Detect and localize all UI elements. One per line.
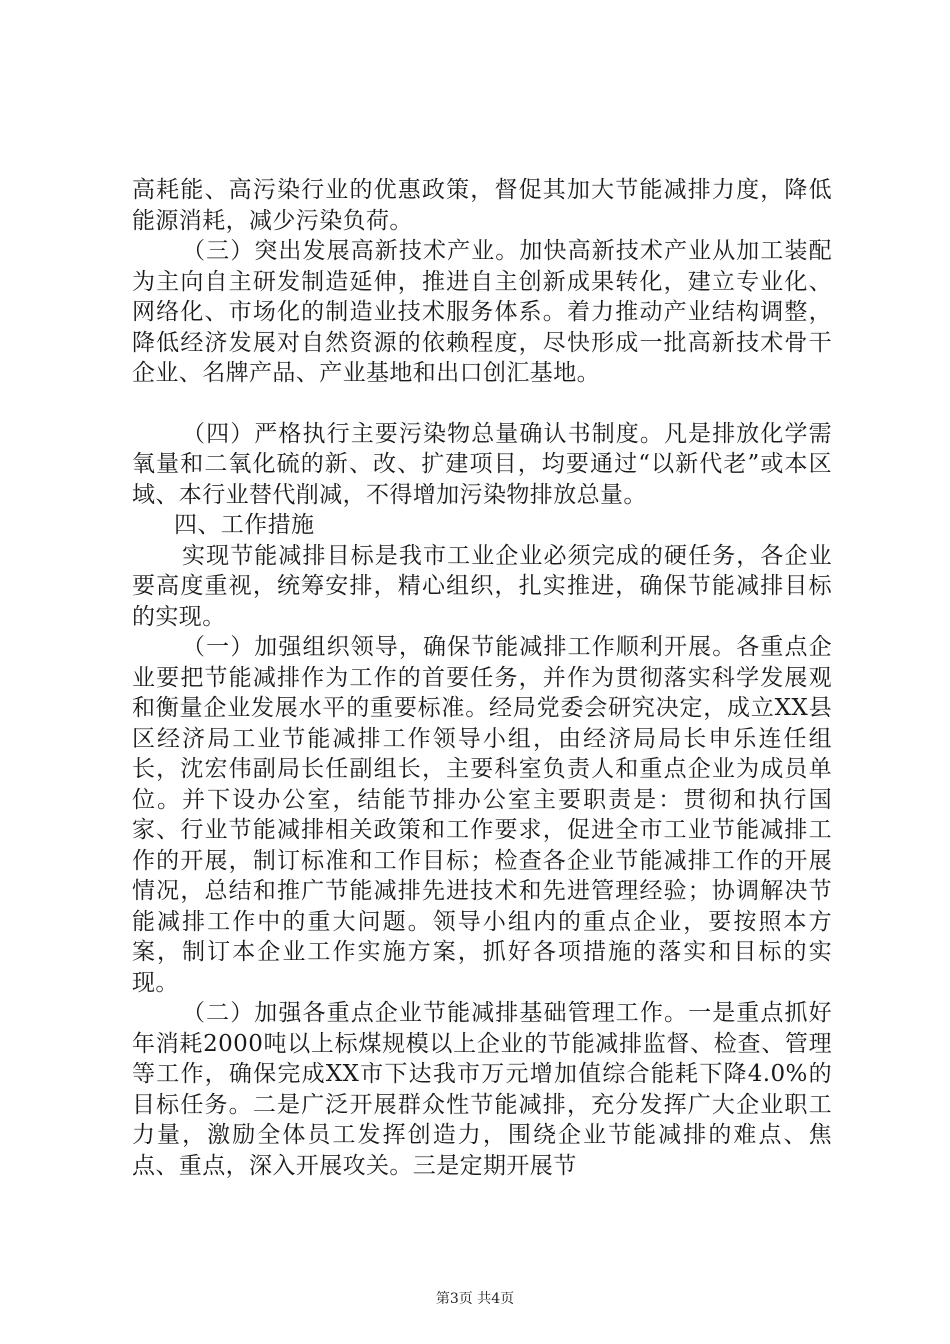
paragraph-pollutant-total-confirmation: （四）严格执行主要污染物总量确认书制度。凡是排放化学需氧量和二氧化硫的新、改、扩建项目，均要通过“以新代老”或本区域、本行业替代削减，不得增加污染物排放总量。: [132, 420, 832, 508]
paragraph-organization-leadership: （一）加强组织领导，确保节能减排工作顺利开展。各重点企业要把节能减排作为工作的首要任务，并作为贯彻落实科学发展观和衡量企业发展水平的重要标准。经局党委会研究决定，成立XX县区经济局工业节能减排工作领导小组，由经济局局长申乐连任组长，沈宏伟副局长任副组长，主要科室负责人和重点企业为成员单位。并下设办公室，结能节排办公室主要职责是：贯彻和执行国家、行业节能减排相关政策和工作要求，促进全市工业节能减排工作的开展，制订标准和工作目标；检查各企业节能减排工作的开展情况，总结和推广节能减排先进技术和先进管理经验；协调解决节能减排工作中的重大问题。领导小组内的重点企业，要按照本方案，制订本企业工作实施方案，抓好各项措施的落实和目标的实现。: [132, 634, 832, 996]
paragraph-gap: [132, 389, 832, 419]
paragraph-basic-management: （二）加强各重点企业节能减排基础管理工作。一是重点抓好年消耗2000吨以上标煤规模以上企业的节能减排监督、检查、管理等工作，确保完成XX市下达我市万元增加值综合能耗下降4.0%的目标任务。二是广泛开展群众性节能减排，充分发挥广大企业职工力量，激励全体员工发挥创造力，围绕企业节能减排的难点、焦点、重点，深入开展攻关。三是定期开展节: [132, 1000, 832, 1179]
paragraph-high-tech-industry: （三）突出发展高新技术产业。加快高新技术产业从加工装配为主向自主研发制造延伸，推进自主创新成果转化，建立专业化、网络化、市场化的制造业技术服务体系。着力推动产业结构调整，降低经济发展对自然资源的依赖程度，尽快形成一批高新技术骨干企业、名牌产品、产业基地和出口创汇基地。: [132, 238, 832, 386]
section-heading-work-measures: 四、工作措施: [174, 512, 315, 538]
paragraph-measures-intro: 实现节能减排目标是我市工业企业必须完成的硬任务，各企业要高度重视，统筹安排，精心组织，扎实推进，确保节能减排目标的实现。: [132, 542, 832, 630]
paragraph-continuation: 高耗能、高污染行业的优惠政策，督促其加大节能减排力度，降低能源消耗，减少污染负荷。: [132, 177, 832, 234]
document-body: [132, 175, 832, 1181]
page-number-footer: 第3页 共4页: [435, 1291, 515, 1307]
